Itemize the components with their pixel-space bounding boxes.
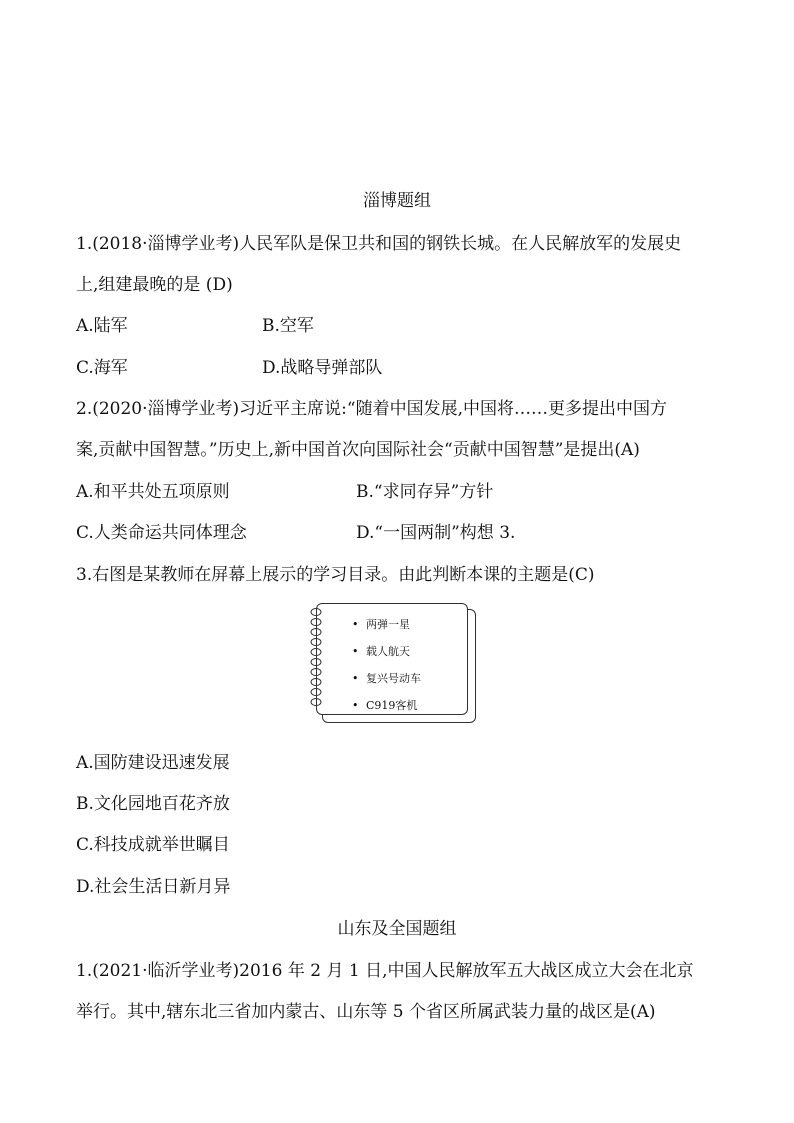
q2-option-a: A.和平共处五项原则 — [76, 482, 230, 502]
notebook-illustration — [312, 603, 480, 725]
notebook-item-1: • 两弹一星 — [352, 618, 410, 631]
spiral-binding-icon — [308, 607, 324, 711]
notebook-item-4: • C919客机 — [352, 699, 418, 712]
q3-option-b: B.文化园地百花齐放 — [76, 794, 230, 814]
q3-option-c: C.科技成就举世瞩目 — [76, 835, 230, 855]
q2-option-d: D.“一国两制”构想 3. — [356, 523, 516, 543]
q2-option-b: B.“求同存异”方针 — [356, 482, 494, 502]
q1-stem-line2: 上,组建最晚的是 (D) — [76, 275, 233, 295]
q4-stem-line1: 1.(2021·临沂学业考)2016 年 2 月 1 日,中国人民解放军五大战区成立大会在北京 — [76, 961, 694, 981]
q2-option-c: C.人类命运共同体理念 — [76, 523, 247, 543]
q1-option-d: D.战略导弹部队 — [262, 358, 383, 378]
q1-option-a: A.陆军 — [76, 316, 128, 336]
q2-stem-line2: 案,贡献中国智慧。”历史上,新中国首次向国际社会“贡献中国智慧”是提出(A) — [76, 440, 640, 460]
q3-option-d: D.社会生活日新月异 — [76, 877, 231, 897]
q1-option-c: C.海军 — [76, 358, 128, 378]
q3-option-a: A.国防建设迅速发展 — [76, 753, 230, 773]
notebook-item-2: • 载人航天 — [352, 645, 410, 658]
q4-stem-line2: 举行。其中,辖东北三省加内蒙古、山东等 5 个省区所属武装力量的战区是(A) — [76, 1002, 656, 1022]
section-title-zibo: 淄博题组 — [363, 191, 431, 211]
q3-stem: 3.右图是某教师在屏幕上展示的学习目录。由此判断本课的主题是(C) — [76, 565, 595, 585]
q2-stem-line1: 2.(2020·淄博学业考)习近平主席说:“随着中国发展,中国将……更多提出中国方 — [76, 399, 667, 419]
section-title-shandong: 山东及全国题组 — [337, 919, 457, 939]
notebook-item-3: • 复兴号动车 — [352, 672, 421, 685]
q1-option-b: B.空军 — [262, 316, 314, 336]
q1-stem-line1: 1.(2018·淄博学业考)人民军队是保卫共和国的钢铁长城。在人民解放军的发展史 — [76, 234, 682, 254]
